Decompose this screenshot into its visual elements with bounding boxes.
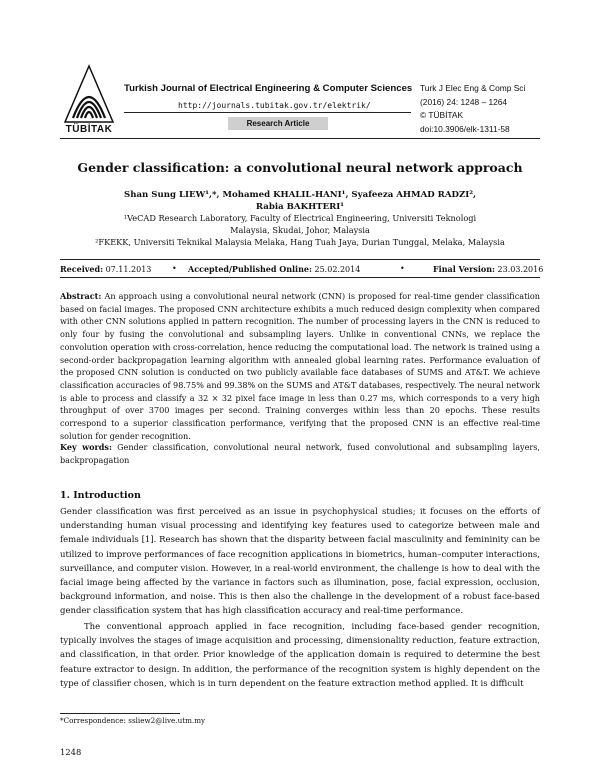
keywords-text: Gender classification, convolutional neural network, fused convolutional and subsampling layers, backpropagation bbox=[60, 442, 540, 465]
keywords bbox=[60, 441, 540, 466]
journal-url[interactable]: http://journals.tubitak.gov.tr/elektrik/ bbox=[178, 101, 371, 110]
date-separator: • bbox=[172, 264, 177, 273]
article-type-badge: Research Article bbox=[228, 117, 328, 130]
paper-title: Gender classification: a convolutional neural network approach bbox=[77, 160, 523, 175]
accepted-label: Accepted/Published Online: bbox=[188, 264, 312, 274]
final-label: Final Version: bbox=[433, 264, 495, 274]
page-number: 1248 bbox=[60, 747, 82, 757]
logo-wordmark: TÜBİTAK bbox=[65, 124, 113, 135]
abstract-text: An approach using a convolutional neural network (CNN) is proposed for real-time gender classification based on facial images. The proposed CNN architecture exhibits a much reduced design complexity when compared with other CNN solutions applied in pattern recognition. The number of processing layers in the CNN is reduced to only four by fusing the convolutional and subsampling layers. Unlike in conventional CNNs, we replace the convolution operation with cross-correlation, hence reducing the computational load. The network is trained using a second-order backpropagation learning algorithm with annealed global learning rates. Performance evaluation of the proposed CNN solution is conducted on two publicly available face databases of SUMS and AT&T. We achieve classification accuracies of 98.75% and 99.38% on the SUMS and AT&T databases, respectively. The neural network is able to process and classify a 32 × 32 pixel face image in less than 0.27 ms, which corresponds to a very high throughput of over 3700 images per second. Training converges within less than 20 epochs. These results correspond to a superior classification performance, verifying that the proposed CNN is an effective real-time solution for gender recognition. bbox=[60, 291, 540, 441]
citation-block bbox=[420, 82, 525, 136]
header-divider bbox=[124, 112, 411, 113]
footnote-rule bbox=[60, 713, 180, 714]
intro-paragraph-2: The conventional approach applied in face recognition, including face-based gender recognition, typically involves the stages of image acquisition and processing, dimensionality reduction, feature extraction, and classification, in that order. Prior knowledge of the application domain is required to determine the best feature extractor to design. In addition, the performance of the recognition system is highly dependent on the type of classifier chosen, which is in turn dependent on the feature extraction method applied. It is difficult bbox=[60, 622, 540, 689]
final-date: 23.03.2016 bbox=[497, 265, 544, 274]
citation-volume: (2016) 24: 1248 – 1264 bbox=[420, 96, 508, 107]
received-label: Received: bbox=[60, 264, 104, 274]
header-rule bbox=[60, 138, 540, 139]
tubitak-logo-icon bbox=[63, 64, 115, 126]
abstract bbox=[60, 290, 540, 442]
citation-copyright: © TÜBİTAK bbox=[420, 110, 464, 120]
received-date: 07.11.2013 bbox=[105, 265, 152, 274]
affiliation-1: ¹VeCAD Research Laboratory, Faculty of Electrical Engineering, Universiti Teknologi Malaysia, Skudai, Johor, Malaysia bbox=[123, 213, 477, 235]
citation-doi[interactable]: doi:10.3906/elk-1311-58 bbox=[420, 123, 510, 134]
abstract-label: Abstract: bbox=[60, 291, 102, 301]
section-heading: 1. Introduction bbox=[60, 490, 141, 501]
keywords-label: Key words: bbox=[60, 442, 112, 452]
journal-title: Turkish Journal of Electrical Engineering & Computer Sciences bbox=[124, 83, 413, 94]
correspondence-footnote: *Correspondence: ssliew2@live.utm.my bbox=[60, 716, 206, 725]
affiliation-2: ²FKEKK, Universiti Teknikal Malaysia Melaka, Hang Tuah Jaya, Durian Tunggal, Melaka, Malaysia bbox=[95, 237, 505, 247]
author-list: Shan Sung LIEW¹,*, Mohamed KHALIL-HANI¹, Syafeeza AHMAD RADZI², Rabia BAKHTERI¹ bbox=[124, 190, 476, 212]
accepted-date: 25.02.2014 bbox=[314, 265, 361, 274]
dates-rule-top bbox=[60, 259, 540, 260]
date-separator: • bbox=[400, 264, 405, 273]
intro-paragraph-1: Gender classification was first perceived as an issue in psychophysical studies; it focuses on the efforts of understanding human visual processing and identifying key features used to categorize between male and female individuals [1]. Research has shown that the disparity between facial masculinity and femininity can be utilized to improve performances of face recognition applications in biometrics, human–computer interactions, surveillance, and computer vision. However, in a real-world environment, the challenge is how to deal with the facial image being affected by the variance in factors such as illumination, pose, facial expression, occlusion, background information, and noise. This is then also the challenge in the development of a robust face-based gender classification system that has high classification accuracy and real-time performance. bbox=[60, 507, 540, 617]
dates-rule-bottom bbox=[60, 277, 540, 278]
citation-journal: Turk J Elec Eng & Comp Sci bbox=[420, 83, 526, 93]
